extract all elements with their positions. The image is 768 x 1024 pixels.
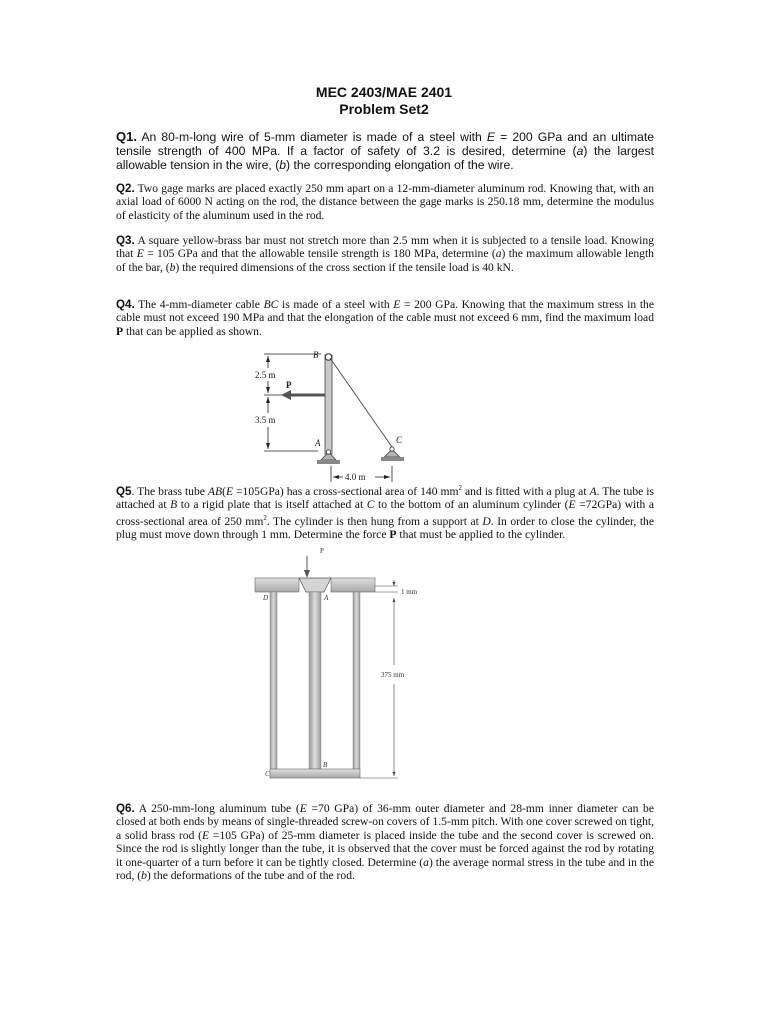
q3-part-b: b	[169, 260, 176, 274]
question-2-number: Q2.	[116, 182, 135, 195]
q6-text-5: ) the deformations of the tube and of the rod.	[146, 869, 355, 883]
question-1-number: Q1.	[116, 129, 137, 144]
q5-sup-1: 2	[458, 484, 463, 492]
q5-var-e2: E	[568, 498, 576, 512]
q6-text-2: =70 GPa) of 36-mm outer diameter and 28-mm inner diameter can be closed at both ends by means of single-threaded screw-on covers of 1.5-mm pitch. With one cover screwed on tight, a solid brass rod (	[116, 802, 654, 842]
q5-label-b: B	[323, 761, 328, 769]
q4-var-e: E	[393, 298, 401, 311]
question-6-number: Q6.	[116, 802, 135, 815]
q5-var-d: D	[482, 514, 491, 528]
q4-dimension-lines	[264, 354, 392, 482]
question-1	[116, 130, 654, 173]
q4-text-4: that can be applied as shown.	[123, 324, 262, 338]
q5-label-a: A	[324, 594, 329, 602]
q5-top-plate-left	[255, 578, 299, 592]
question-4-number: Q4.	[116, 298, 135, 311]
q4-label-b: B	[313, 350, 319, 360]
q5-top-plate-right	[331, 578, 375, 592]
q4-support-a	[317, 450, 340, 464]
q5-bottom-plate	[270, 769, 360, 778]
q5-brass-tube	[309, 592, 321, 769]
q4-vertical-bar	[325, 355, 332, 454]
course-code: MEC 2403/MAE 2401	[315, 84, 453, 100]
q1-part-b: b	[279, 158, 287, 173]
q4-pin-b	[325, 354, 331, 360]
q5-var-p: P	[389, 527, 397, 541]
q6-part-b: b	[141, 869, 147, 883]
q6-text-4: ) the average normal stress in the tube and in the rod, (	[116, 855, 654, 883]
q1-text-2: = 200 GPa and an ultimate tensile strength of 400 MPa. If a factor of safety of 3.2 is desired, determine (	[116, 130, 654, 159]
q5-plug	[299, 578, 331, 592]
q5-dim-gap: 1 mm	[401, 588, 418, 596]
q3-var-e: E	[136, 247, 144, 261]
q4-label-c: C	[396, 435, 403, 445]
q4-var-bc: BC	[263, 298, 279, 311]
q5-dimension-arrows	[393, 582, 396, 776]
q1-var-e: E	[486, 130, 496, 144]
q4-text-2: is made of a steel with	[278, 298, 394, 311]
q4-cable-bc	[330, 358, 392, 447]
q5-cylinder-right-wall	[353, 592, 360, 769]
q5-text-8: =72GPa) with a cross-sectional area of 250 mm	[116, 498, 654, 528]
q6-text-3: =105 GPa) of 25-mm diameter is placed inside the tube and the second cover is screwed on. Since the rod is slightly longer than the tube, it is observed that the cover must be forced against the rod by rotating it one-quarter of a turn before it can be tightly closed. Determine (	[116, 828, 654, 869]
q5-load-arrow-head	[304, 570, 310, 578]
q4-dim-lower: 3.5 m	[255, 415, 276, 425]
q4-text-3: = 200 GPa. Knowing that the maximum stress in the cable must not exceed 190 MPa and that the elongation of the cable must not exceed 6 mm, find the maximum load	[116, 298, 654, 325]
q3-part-a: a	[495, 247, 502, 261]
question-5-number: Q5	[116, 484, 132, 498]
q4-dimension-arrows	[266, 356, 390, 479]
q5-text-4: and is fitted with a plug at	[462, 484, 590, 498]
q5-label-c: C	[265, 770, 270, 778]
q3-text-4: ) the required dimensions of the cross section if the tensile load is 40 kN.	[175, 260, 514, 274]
q4-support-c	[381, 447, 404, 461]
q5-text-6: to a rigid plate that is itself attached at	[177, 498, 367, 512]
question-3	[116, 234, 654, 274]
q6-var-e: E	[299, 802, 307, 815]
q3-text-2: = 105 GPa and that the allowable tensile strength is 180 MPa, determine (	[143, 247, 496, 261]
question-5	[116, 482, 654, 541]
q3-text-3: ) the maximum allowable length of the bar, (	[116, 247, 654, 274]
question-3-number: Q3.	[116, 234, 135, 247]
problem-set-title: Problem Set2	[339, 101, 429, 117]
q5-var-e: E	[225, 484, 234, 498]
q5-text-7: to the bottom of an aluminum cylinder (	[374, 498, 569, 512]
q5-sup-2: 2	[263, 513, 267, 522]
q5-dim-length: 375 mm	[381, 671, 405, 679]
q4-label-p: P	[286, 380, 292, 390]
q3-text-1: A square yellow-brass bar must not stretch more than 2.5 mm when it is subjected to a tensile load. Knowing that	[116, 234, 654, 261]
q5-label-d: D	[263, 594, 269, 602]
q1-text-1: An 80-m-long wire of 5-mm diameter is made of a steel with	[136, 130, 487, 144]
q6-part-a: a	[423, 855, 429, 869]
q6-text-1: A 250-mm-long aluminum tube (	[134, 802, 300, 815]
q4-text-1: The 4-mm-diameter cable	[134, 298, 264, 311]
q1-text-3: ) the largest allowable tension in the wire, (	[116, 144, 655, 173]
question-2	[116, 182, 654, 222]
q1-text-4: ) the corresponding elongation of the wire.	[286, 158, 514, 173]
q5-text-9: . The cylinder is then hung from a support at	[266, 514, 483, 528]
q5-var-ab: AB	[207, 484, 223, 498]
q4-dim-upper: 2.5 m	[255, 370, 276, 380]
question-4	[116, 298, 654, 338]
q5-var-c: C	[366, 498, 375, 512]
q5-text-2: (	[222, 484, 226, 498]
q4-var-p: P	[116, 324, 124, 338]
q4-load-arrow-head	[281, 390, 291, 400]
question-6	[116, 802, 654, 882]
q5-text-5: . The tube is attached at	[116, 484, 654, 512]
q5-cylinder-left-wall	[270, 592, 277, 769]
q5-var-b: B	[170, 498, 178, 512]
q2-text: Two gage marks are placed exactly 250 mm apart on a 12-mm-diameter aluminum rod. Knowing that, with an axial load of 6000 N acting on the rod, the distance between the gage marks is 250.18 mm, determine the modulus of elasticity of the aluminum used in the rod.	[116, 182, 654, 222]
q4-label-a: A	[315, 438, 321, 448]
q4-dim-horizontal: 4.0 m	[345, 472, 366, 482]
q5-dimension-lines	[360, 580, 398, 778]
q5-text-3: =105GPa) has a cross-sectional area of 140 mm	[233, 484, 459, 498]
q5-var-a: A	[589, 484, 597, 498]
q5-text-10: . In order to close the cylinder, the plug must move down through 1 mm. Determine the force	[116, 514, 654, 541]
q5-text-1: . The brass tube	[131, 484, 208, 498]
q5-label-p: P	[320, 547, 324, 555]
q1-part-a: a	[576, 144, 584, 159]
q6-var-e2: E	[202, 828, 210, 842]
q5-text-11: that must be applied to the cylinder.	[396, 527, 566, 541]
